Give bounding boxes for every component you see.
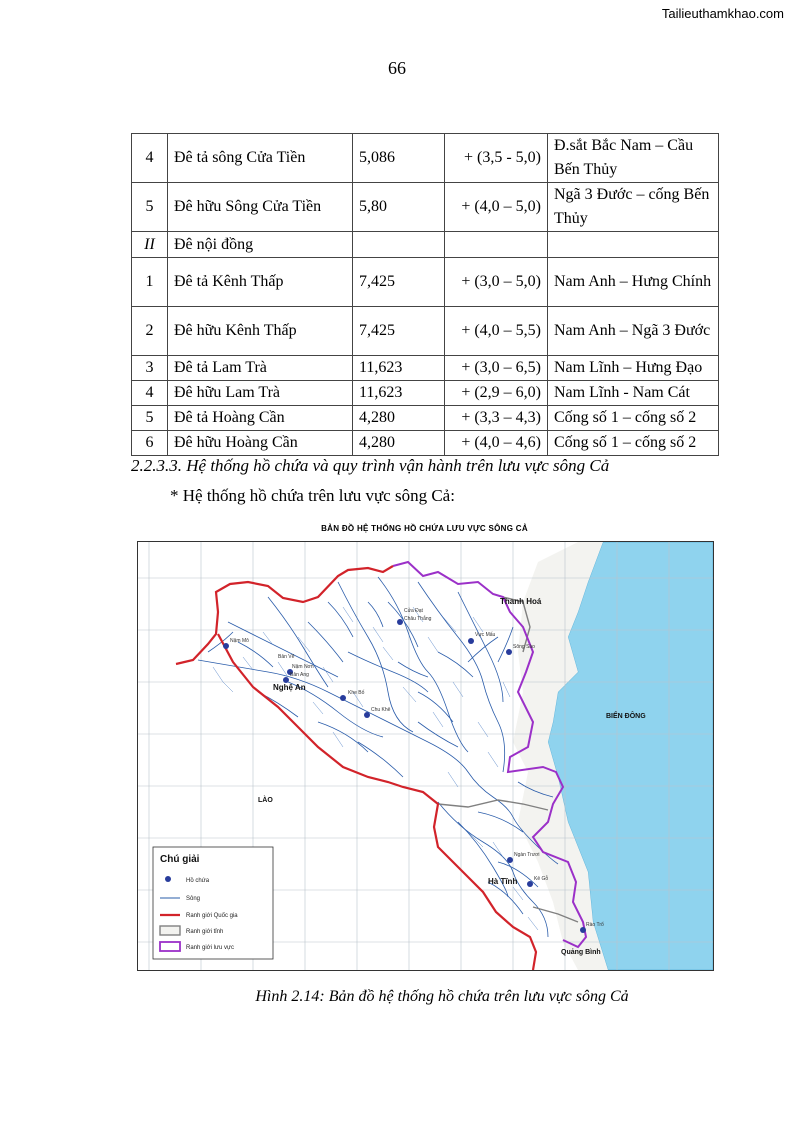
cell-name: Đê hữu Hoàng Cần <box>168 431 353 456</box>
reservoir-label-chau-thang: Châu Thắng <box>404 616 432 622</box>
legend-province-border-icon <box>160 926 180 935</box>
cell-name: Đê nội đồng <box>168 232 353 258</box>
cell-no: 5 <box>132 406 168 431</box>
cell-range: Ngã 3 Đước – cống Bến Thủy <box>548 183 719 232</box>
reservoir-label-ngan-truoi: Ngàn Trươi <box>514 852 540 858</box>
svg-text:Hồ chứa: Hồ chứa <box>186 878 210 884</box>
cell-range: Nam Lĩnh – Hưng Đạo <box>548 356 719 381</box>
cell-elevation: + (2,9 – 6,0) <box>445 381 548 406</box>
svg-text:Ranh giới lưu vực: Ranh giới lưu vực <box>186 945 234 951</box>
reservoir-label-ban-ang: Bản Ang <box>290 672 309 678</box>
reservoir-label-khe-bo: Khe Bố <box>348 690 365 696</box>
legend-reservoir-icon <box>165 876 171 882</box>
cell-elevation: + (3,5 - 5,0) <box>445 134 548 183</box>
reservoir-label-chu-khe: Chu Khê <box>371 707 391 713</box>
reservoir-marker <box>506 649 512 655</box>
map-title: BẢN ĐỒ HỆ THỐNG HỒ CHỨA LƯU VỰC SÔNG CẢ <box>321 524 528 533</box>
cell-length: 11,623 <box>353 381 445 406</box>
cell-name: Đê hữu Kênh Thấp <box>168 307 353 356</box>
page-number: 66 <box>388 58 406 78</box>
svg-text:Sông: Sông <box>186 896 201 902</box>
cell-name: Đê tả sông Cửa Tiền <box>168 134 353 183</box>
cell-elevation: + (4,0 – 4,6) <box>445 431 548 456</box>
table-row <box>132 134 719 183</box>
label-bien-dong: BIỂN ĐÔNG <box>606 713 646 720</box>
cell-no: II <box>132 232 168 258</box>
reservoir-marker <box>507 857 513 863</box>
reservoir-label-song-sao: Sông Sào <box>513 644 535 650</box>
label-quang-binh: Quảng Bình <box>561 949 601 956</box>
cell-elevation: + (3,0 – 5,0) <box>445 258 548 307</box>
cell-name: Đê tả Kênh Thấp <box>168 258 353 307</box>
svg-text:Ranh giới Quốc gia: Ranh giới Quốc gia <box>186 913 238 919</box>
label-lao: LÀO <box>258 797 273 804</box>
cell-length: 4,280 <box>353 431 445 456</box>
cell-no: 5 <box>132 183 168 232</box>
reservoir-label-rao-tro: Rào Trổ <box>586 922 604 928</box>
cell-length: 11,623 <box>353 356 445 381</box>
reservoir-label-nam-non: Nậm Nơn <box>292 664 314 670</box>
cell-no: 1 <box>132 258 168 307</box>
cell-range: Nam Lĩnh - Nam Cát <box>548 381 719 406</box>
table-row <box>132 381 719 406</box>
label-ha-tinh: Hà Tĩnh <box>488 877 518 886</box>
reservoir-marker <box>397 619 403 625</box>
section-heading: 2.2.3.3. Hệ thống hồ chứa và quy trình vận hành trên lưu vực sông Cả <box>131 456 610 475</box>
cell-length <box>353 232 445 258</box>
table-row <box>132 258 719 307</box>
reservoir-label-ke-go: Kẻ Gỗ <box>534 876 549 882</box>
reservoir-marker <box>340 695 346 701</box>
subheading: * Hệ thống hồ chứa trên lưu vực sông Cả: <box>170 486 455 505</box>
cell-range: Cống số 1 – cống số 2 <box>548 406 719 431</box>
cell-range: Nam Anh – Hưng Chính <box>548 258 719 307</box>
cell-range: Cống số 1 – cống số 2 <box>548 431 719 456</box>
cell-name: Đê hữu Lam Trà <box>168 381 353 406</box>
cell-length: 7,425 <box>353 307 445 356</box>
reservoir-label-vuc-mau: Vực Mấu <box>475 632 496 638</box>
label-nghe-an: Nghệ An <box>273 683 306 692</box>
cell-no: 3 <box>132 356 168 381</box>
table-row <box>132 406 719 431</box>
levee-table <box>131 133 719 456</box>
cell-name: Đê hữu Sông Cửa Tiền <box>168 183 353 232</box>
table-row <box>132 232 719 258</box>
map-legend <box>153 847 273 959</box>
reservoir-marker <box>527 881 533 887</box>
cell-length: 7,425 <box>353 258 445 307</box>
reservoir-marker <box>468 638 474 644</box>
reservoir-marker <box>223 643 229 649</box>
cell-length: 4,280 <box>353 406 445 431</box>
cell-elevation <box>445 232 548 258</box>
figure-caption: Hình 2.14: Bản đồ hệ thống hồ chứa trên lưu vực sông Cả <box>255 988 629 1005</box>
cell-elevation: + (3,0 – 6,5) <box>445 356 548 381</box>
cell-elevation: + (4,0 – 5,5) <box>445 307 548 356</box>
cell-length: 5,80 <box>353 183 445 232</box>
site-watermark: Tailieuthamkhao.com <box>661 6 784 21</box>
reservoir-label-ban-ve: Bản Vẽ <box>278 654 295 660</box>
table-row <box>132 356 719 381</box>
legend-title: Chú giải <box>160 854 200 865</box>
reservoir-label-nam-mo: Nậm Mô <box>230 638 249 644</box>
cell-no: 4 <box>132 381 168 406</box>
reservoir-map <box>137 541 714 971</box>
table-row <box>132 431 719 456</box>
cell-name: Đê tả Lam Trà <box>168 356 353 381</box>
table-row <box>132 183 719 232</box>
label-thanh-hoa: Thanh Hoá <box>500 597 542 606</box>
cell-length: 5,086 <box>353 134 445 183</box>
cell-range <box>548 232 719 258</box>
cell-no: 4 <box>132 134 168 183</box>
svg-text:Ranh giới tỉnh: Ranh giới tỉnh <box>186 929 224 935</box>
table-row <box>132 307 719 356</box>
reservoir-marker <box>364 712 370 718</box>
cell-elevation: + (3,3 – 4,3) <box>445 406 548 431</box>
reservoir-label-cua-dat: Cửa Đạt <box>404 608 423 614</box>
cell-no: 2 <box>132 307 168 356</box>
cell-range: Đ.sắt Bắc Nam – Cầu Bến Thủy <box>548 134 719 183</box>
cell-no: 6 <box>132 431 168 456</box>
cell-name: Đê tả Hoàng Cần <box>168 406 353 431</box>
cell-elevation: + (4,0 – 5,0) <box>445 183 548 232</box>
cell-range: Nam Anh – Ngã 3 Đước <box>548 307 719 356</box>
